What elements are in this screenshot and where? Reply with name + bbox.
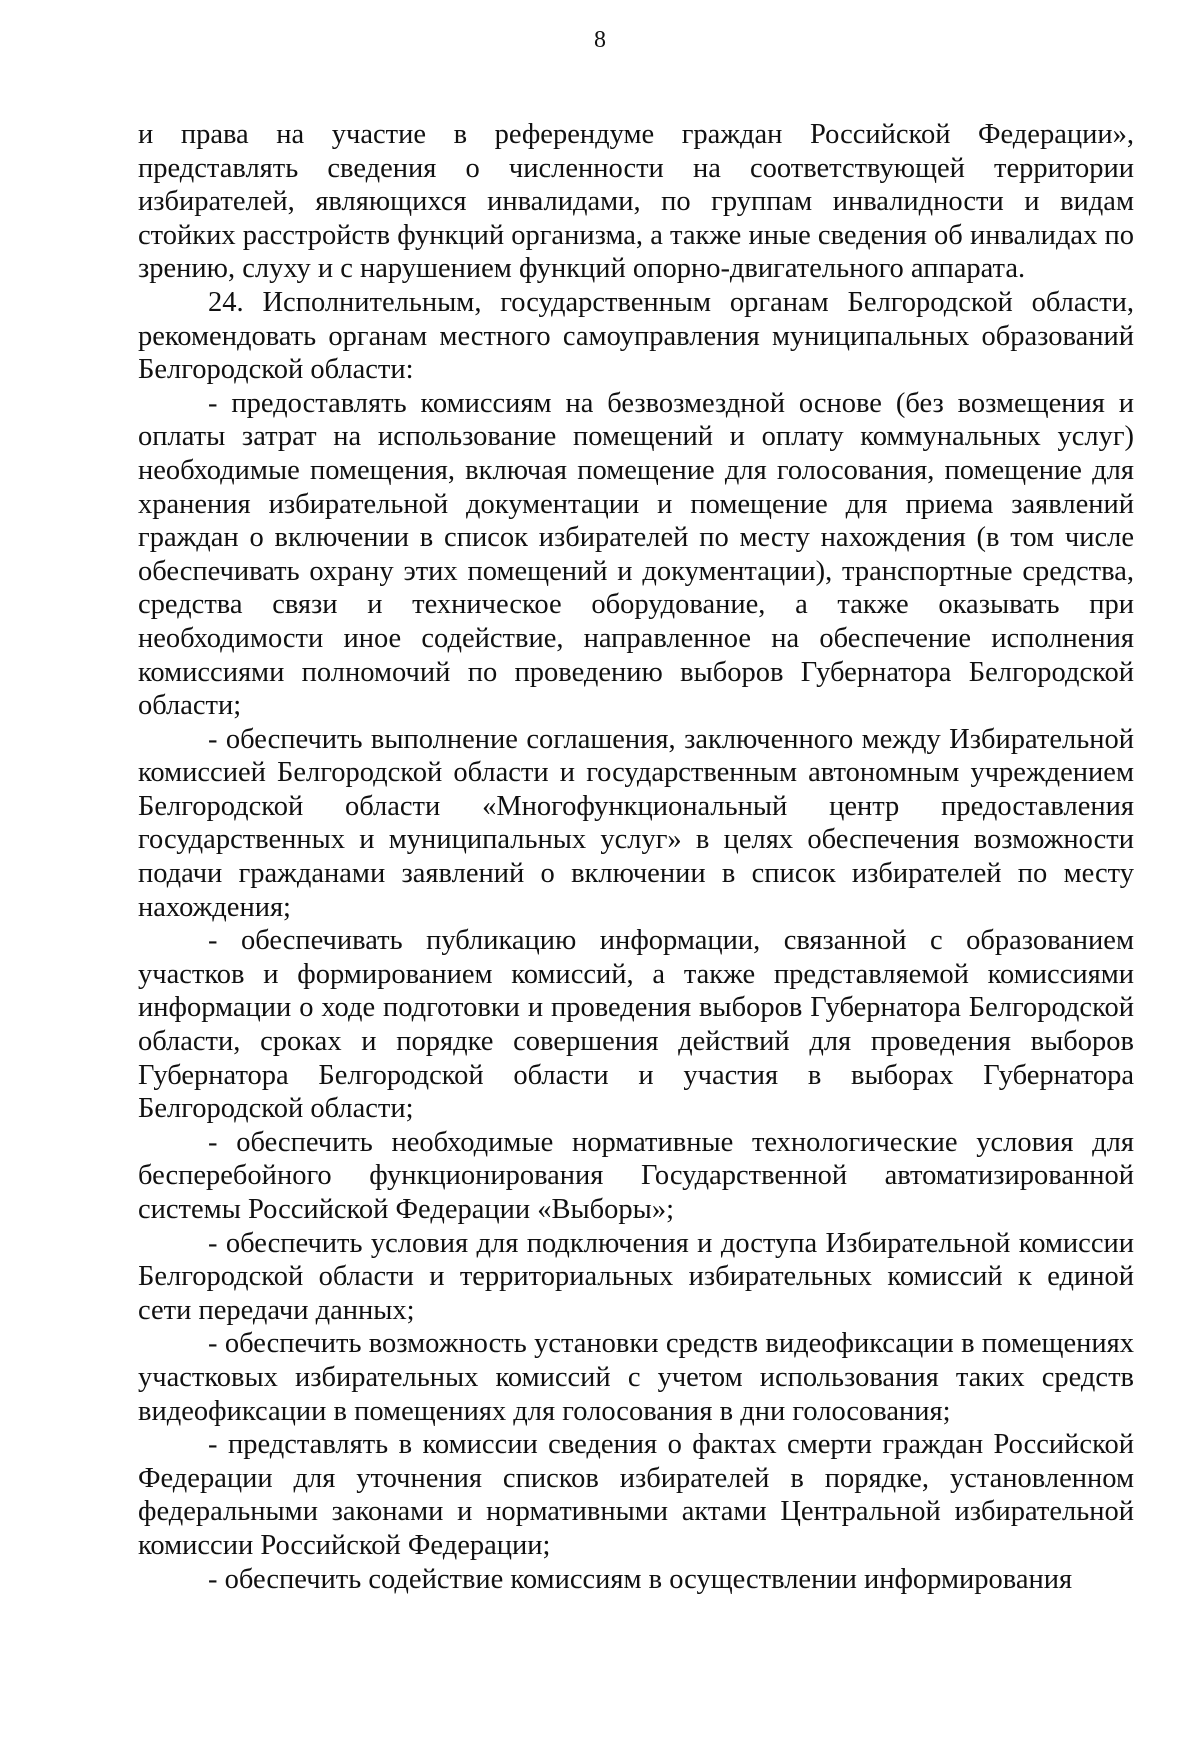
paragraph-item-24: 24. Исполнительным, государственным органам Белгородской области, рекомендовать органам местного самоуправления муниципальных образований Белгородской области: xyxy=(138,286,1134,386)
list-item-informing: - обеспечить содействие комиссиям в осуществлении информирования xyxy=(208,1563,1073,1595)
list-item-gas-vybory: - обеспечить необходимые нормативные технологические условия для бесперебойного функционирования Государственной автоматизированной системы Российской Федерации «Выборы»; xyxy=(138,1126,1134,1225)
list-item-mfc-agreement: - обеспечить выполнение соглашения, заключенного между Избирательной комиссией Белгородской области и государственным автономным учреждением Белгородской области «Многофункциональный центр предоставления государственных и муниципальных услуг» в целях обеспечения возможности подачи гражданами заявлений о включении в список избирателей по месту нахождения; xyxy=(138,723,1134,923)
list-item-video-recording: - обеспечить возможность установки средств видеофиксации в помещениях участковых избирательных комиссий с учетом использования таких средств видеофиксации в помещениях для голосования в дни голосования; xyxy=(138,1328,1134,1427)
list-item-publication: - обеспечивать публикацию информации, связанной с образованием участков и формированием комиссий, а также представляемой комиссиями информации о ходе подготовки и проведения выборов Губернатора Белгородской области, сроках и порядке совершения действий для проведения выборов Губернатора Белгородской области и участия в выборах Губернатора Белгородской области; xyxy=(138,925,1134,1125)
document-body xyxy=(138,118,1134,1596)
list-item-premises: - предоставлять комиссиям на безвозмездной основе (без возмещения и оплаты затрат на использование помещений и оплату коммунальных услуг) необходимые помещения, включая помещение для голосования, помещение для хранения избирательной документации и помещение для приема заявлений граждан о включении в список избирателей по месту нахождения (в том числе обеспечивать охрану этих помещений и документации), транспортные средства, средства связи и техническое оборудование, а также оказывать при необходимости иное содействие, направленное на обеспечение исполнения комиссиями полномочий по проведению выборов Губернатора Белгородской области; xyxy=(138,387,1134,722)
paragraph-continuation: и права на участие в референдуме граждан Российской Федерации», представлять сведения о численности на соответствующей территории избирателей, являющихся инвалидами, по группам инвалидности и видам стойких расстройств функций организма, а также иные сведения об инвалидах по зрению, слуху и с нарушением функций опорно-двигательного аппарата. xyxy=(138,119,1134,285)
list-item-death-records: - представлять в комиссии сведения о фактах смерти граждан Российской Федерации для уточнения списков избирателей в порядке, установленном федеральными законами и нормативными актами Центральной избирательной комиссии Российской Федерации; xyxy=(138,1429,1134,1561)
list-item-network-access: - обеспечить условия для подключения и доступа Избирательной комиссии Белгородской области и территориальных избирательных комиссий к единой сети передачи данных; xyxy=(138,1227,1134,1326)
page-number: 8 xyxy=(594,27,606,53)
